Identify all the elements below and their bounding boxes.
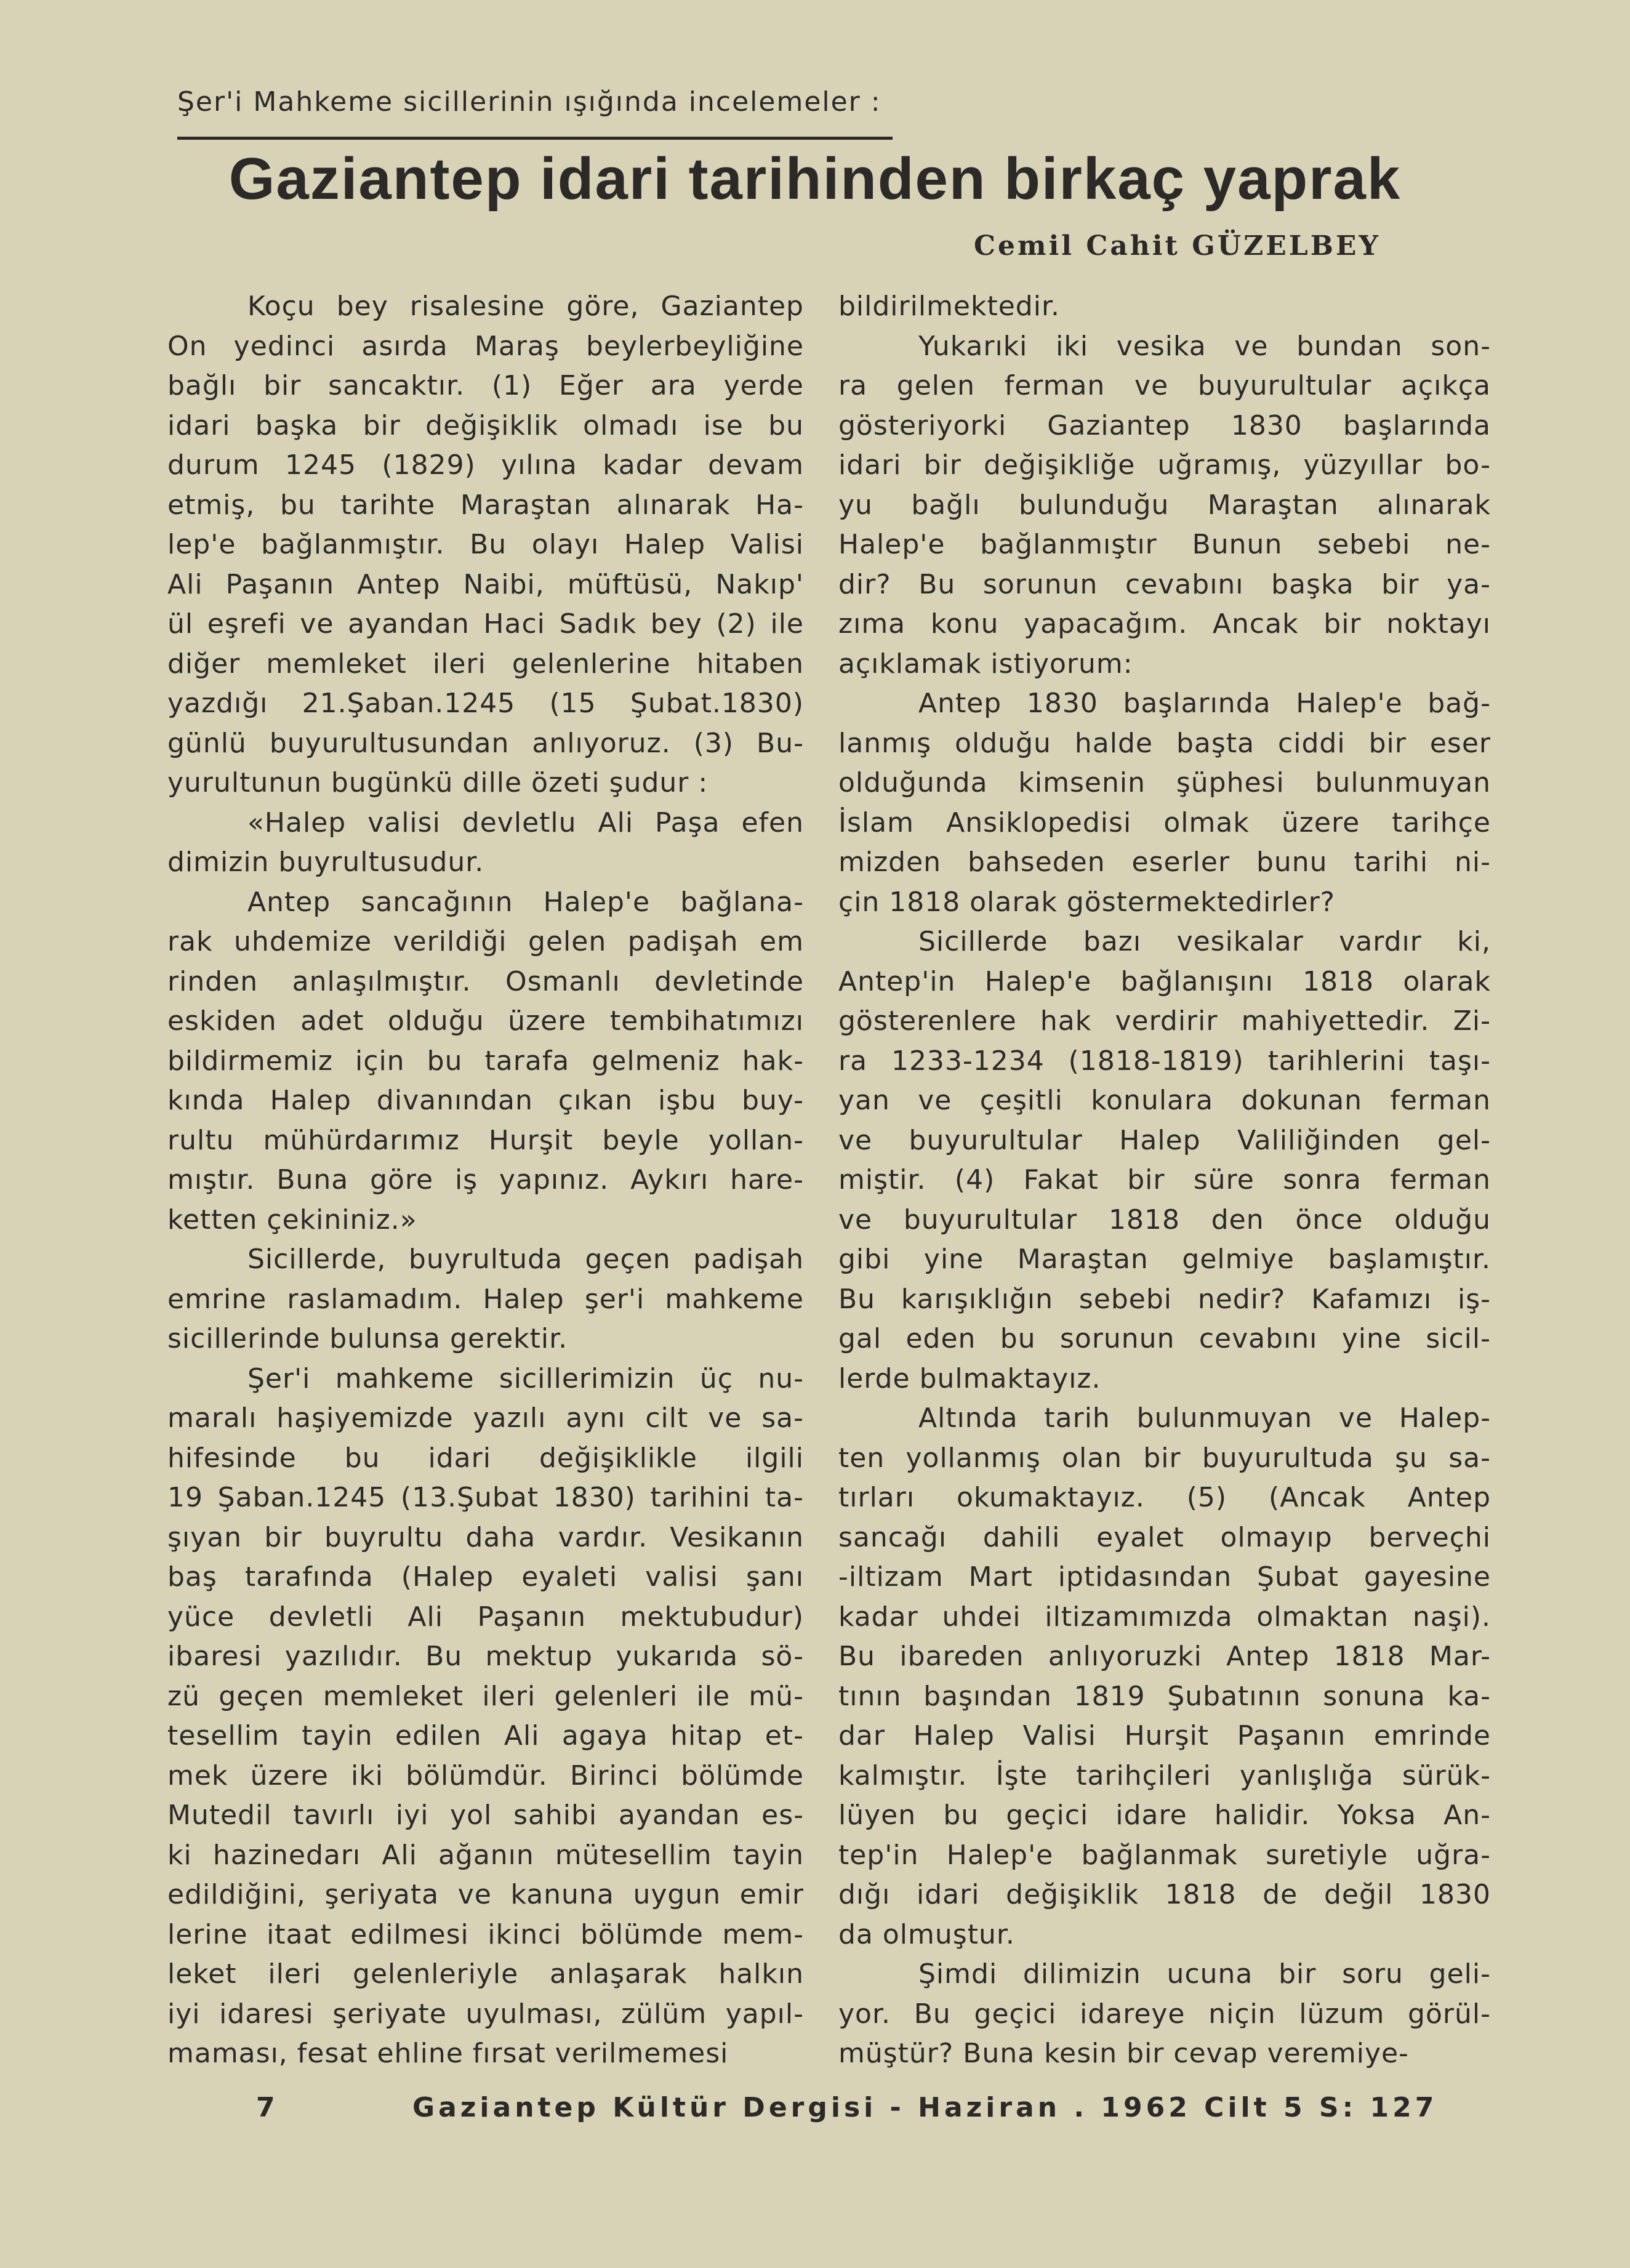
- text-line: yu bağlı bulunduğu Maraştan alınarak: [838, 489, 1491, 521]
- text-line: ibaresi yazılıdır. Bu mektup yukarıda sö-: [167, 1641, 804, 1672]
- text-line: İslam Ansiklopedisi olmak üzere tarihçe: [838, 806, 1491, 838]
- text-line: bildirmemiz için bu tarafa gelmeniz hak-: [167, 1045, 804, 1077]
- left-column: [167, 287, 804, 2074]
- text-line: idari başka bir değişiklik olmadı ise bu: [167, 409, 804, 441]
- page-number: 7: [256, 2092, 275, 2123]
- text-line: dar Halep Valisi Hurşit Paşanın emrinde: [838, 1720, 1491, 1751]
- text-line: lerde bulmaktayız.: [838, 1362, 1101, 1394]
- text-line: rinden anlaşılmıştır. Osmanlı devletinde: [167, 965, 804, 997]
- text-line: -iltizam Mart iptidasından Şubat gayesine: [838, 1561, 1491, 1593]
- text-line: Antep sancağının Halep'e bağlana-: [247, 886, 804, 918]
- text-line: maralı haşiyemizde yazılı aynı cilt ve sa-: [167, 1402, 804, 1434]
- text-line: sancağı dahili eyalet olmayıp berveçhi: [838, 1521, 1491, 1553]
- text-line: baş tarafında (Halep eyaleti valisi şanı: [167, 1561, 804, 1593]
- text-line: yurultunun bugünkü dille özeti şudur :: [167, 767, 709, 798]
- text-line: Mutedil tavırlı iyi yol sahibi ayandan es-: [167, 1800, 804, 1831]
- text-line: da olmuştur.: [838, 1918, 1015, 1950]
- text-line: Şimdi dilimizin ucuna bir soru geli-: [918, 1958, 1491, 1990]
- text-line: eskiden adet olduğu üzere tembihatımızı: [167, 1005, 804, 1037]
- text-line: ve buyurultular 1818 den önce olduğu: [838, 1204, 1491, 1236]
- text-line: hifesinde bu idari değişiklikle ilgili: [167, 1442, 804, 1474]
- text-line: Antep'in Halep'e bağlanışını 1818 olarak: [838, 965, 1491, 997]
- text-line: yan ve çeşitli konulara dokunan ferman: [838, 1085, 1491, 1116]
- text-line: gal eden bu sorunun cevabını yine sicil-: [838, 1323, 1491, 1354]
- text-line: ketten çekininiz.»: [167, 1204, 417, 1236]
- text-line: günlü buyurultusundan anlıyoruz. (3) Bu-: [167, 727, 804, 759]
- text-line: emrine raslamadım. Halep şer'i mahkeme: [167, 1283, 804, 1315]
- text-line: bildirilmektedir.: [838, 291, 1060, 322]
- text-line: Ali Paşanın Antep Naibi, müftüsü, Nakıp': [167, 568, 804, 600]
- text-line: şıyan bir buyrultu daha vardır. Vesikanın: [167, 1521, 804, 1553]
- series-kicker: Şer'i Mahkeme sicillerinin ışığında incelemeler :: [177, 86, 881, 118]
- text-line: sicillerinde bulunsa gerektir.: [167, 1323, 568, 1354]
- text-line: Altında tarih bulunmuyan ve Halep-: [918, 1402, 1491, 1434]
- text-line: zıma konu yapacağım. Ancak bir noktayı: [838, 608, 1491, 640]
- text-line: ten yollanmış olan bir buyurultuda şu sa-: [838, 1442, 1491, 1474]
- article-author: Cemil Cahit GÜZELBEY: [974, 230, 1381, 262]
- text-line: gibi yine Maraştan gelmiye başlamıştır.: [838, 1244, 1491, 1275]
- text-line: ül eşrefi ve ayandan Haci Sadık bey (2) ile: [167, 608, 804, 640]
- text-line: tesellim tayin edilen Ali agaya hitap et-: [167, 1720, 804, 1751]
- text-line: mek üzere iki bölümdür. Birinci bölümde: [167, 1759, 804, 1791]
- text-line: miştir. (4) Fakat bir süre sonra ferman: [838, 1164, 1491, 1196]
- text-line: lerine itaat edilmesi ikinci bölümde mem-: [167, 1918, 804, 1950]
- text-line: kalmıştır. İşte tarihçileri yanlışlığa sürük-: [838, 1759, 1491, 1791]
- text-line: leket ileri gelenleriyle anlaşarak halkın: [167, 1958, 804, 1990]
- text-line: Antep 1830 başlarında Halep'e bağ-: [918, 688, 1491, 719]
- text-line: kında Halep divanından çıkan işbu buy-: [167, 1085, 804, 1116]
- text-line: tının başından 1819 Şubatının sonuna ka-: [838, 1680, 1491, 1712]
- text-line: durum 1245 (1829) yılına kadar devam: [167, 449, 804, 481]
- text-line: olduğunda kimsenin şüphesi bulunmuyan: [838, 767, 1491, 798]
- text-line: Yukarıki iki vesika ve bundan son-: [918, 330, 1491, 362]
- text-line: ve buyurultular Halep Valiliğinden gel-: [838, 1124, 1491, 1156]
- text-line: lanmış olduğu halde başta ciddi bir eser: [838, 727, 1491, 759]
- text-line: tırları okumaktayız. (5) (Ancak Antep: [838, 1482, 1491, 1513]
- text-line: rultu mühürdarımız Hurşit beyle yollan-: [167, 1124, 804, 1156]
- text-line: açıklamak istiyorum:: [838, 648, 1133, 680]
- text-line: tep'in Halep'e bağlanmak suretiyle uğra-: [838, 1839, 1491, 1871]
- text-line: yüce devletli Ali Paşanın mektubudur): [167, 1601, 804, 1633]
- text-line: gösterenlere hak verdirir mahiyettedir. Zi-: [838, 1005, 1491, 1037]
- text-line: maması, fesat ehline fırsat verilmemesi: [167, 2038, 729, 2069]
- text-line: Koçu bey risalesine göre, Gaziantep: [247, 291, 804, 322]
- text-line: yor. Bu geçici idareye niçin lüzum görül-: [838, 1998, 1491, 2030]
- text-line: ki hazinedarı Ali ağanın mütesellim tayin: [167, 1839, 804, 1871]
- text-line: ra gelen ferman ve buyurultular açıkça: [838, 370, 1491, 401]
- text-line: müştür? Buna kesin bir cevap veremiye-: [838, 2038, 1409, 2069]
- text-line: mizden bahseden eserler bunu tarihi ni-: [838, 846, 1491, 878]
- text-line: 19 Şaban.1245 (13.Şubat 1830) tarihini ta-: [167, 1482, 804, 1513]
- text-line: Bu ibareden anlıyoruzki Antep 1818 Mar-: [838, 1641, 1491, 1672]
- text-line: diğer memleket ileri gelenlerine hitaben: [167, 648, 804, 680]
- text-line: Bu karışıklığın sebebi nedir? Kafamızı iş-: [838, 1283, 1491, 1315]
- text-line: kadar uhdei iltizamımızda olmaktan naşi).: [838, 1601, 1491, 1633]
- text-line: lep'e bağlanmıştır. Bu olayı Halep Valisi: [167, 529, 804, 560]
- text-line: Sicillerde, buyrultuda geçen padişah: [247, 1244, 804, 1275]
- text-line: idari bir değişikliğe uğramış, yüzyıllar bo-: [838, 449, 1491, 481]
- text-line: gösteriyorki Gaziantep 1830 başlarında: [838, 409, 1491, 441]
- text-line: etmiş, bu tarihte Maraştan alınarak Ha-: [167, 489, 804, 521]
- text-line: yazdığı 21.Şaban.1245 (15 Şubat.1830): [167, 688, 804, 719]
- text-line: edildiğini, şeriyata ve kanuna uygun emir: [167, 1879, 804, 1910]
- text-line: dir? Bu sorunun cevabını başka bir ya-: [838, 568, 1491, 600]
- text-line: zü geçen memleket ileri gelenleri ile mü-: [167, 1680, 804, 1712]
- right-column: [838, 287, 1491, 2074]
- text-line: ra 1233-1234 (1818-1819) tarihlerini taşı-: [838, 1045, 1491, 1077]
- text-line: lüyen bu geçici idare halidir. Yoksa An-: [838, 1800, 1491, 1831]
- text-line: «Halep valisi devletlu Ali Paşa efen: [247, 806, 804, 838]
- text-line: Şer'i mahkeme sicillerimizin üç nu-: [247, 1362, 804, 1394]
- kicker-underline: [177, 137, 893, 140]
- article-title: Gaziantep idari tarihinden birkaç yaprak: [228, 146, 1402, 212]
- text-line: dığı idari değişiklik 1818 de değil 1830: [838, 1879, 1491, 1910]
- text-line: On yedinci asırda Maraş beylerbeyliğine: [167, 330, 804, 362]
- text-line: rak uhdemize verildiği gelen padişah em: [167, 926, 804, 957]
- text-line: bağlı bir sancaktır. (1) Eğer ara yerde: [167, 370, 804, 401]
- text-line: Sicillerde bazı vesikalar vardır ki,: [918, 926, 1491, 957]
- text-line: dimizin buyrultusudur.: [167, 846, 484, 878]
- text-line: Halep'e bağlanmıştır Bunun sebebi ne-: [838, 529, 1491, 560]
- text-line: iyi idaresi şeriyate uyulması, zülüm yapıl-: [167, 1998, 804, 2030]
- footer-citation: Gaziantep Kültür Dergisi - Haziran . 1962 Cilt 5 S: 127: [412, 2092, 1438, 2123]
- text-line: mıştır. Buna göre iş yapınız. Aykırı hare-: [167, 1164, 804, 1196]
- text-line: çin 1818 olarak göstermektedirler?: [838, 886, 1336, 918]
